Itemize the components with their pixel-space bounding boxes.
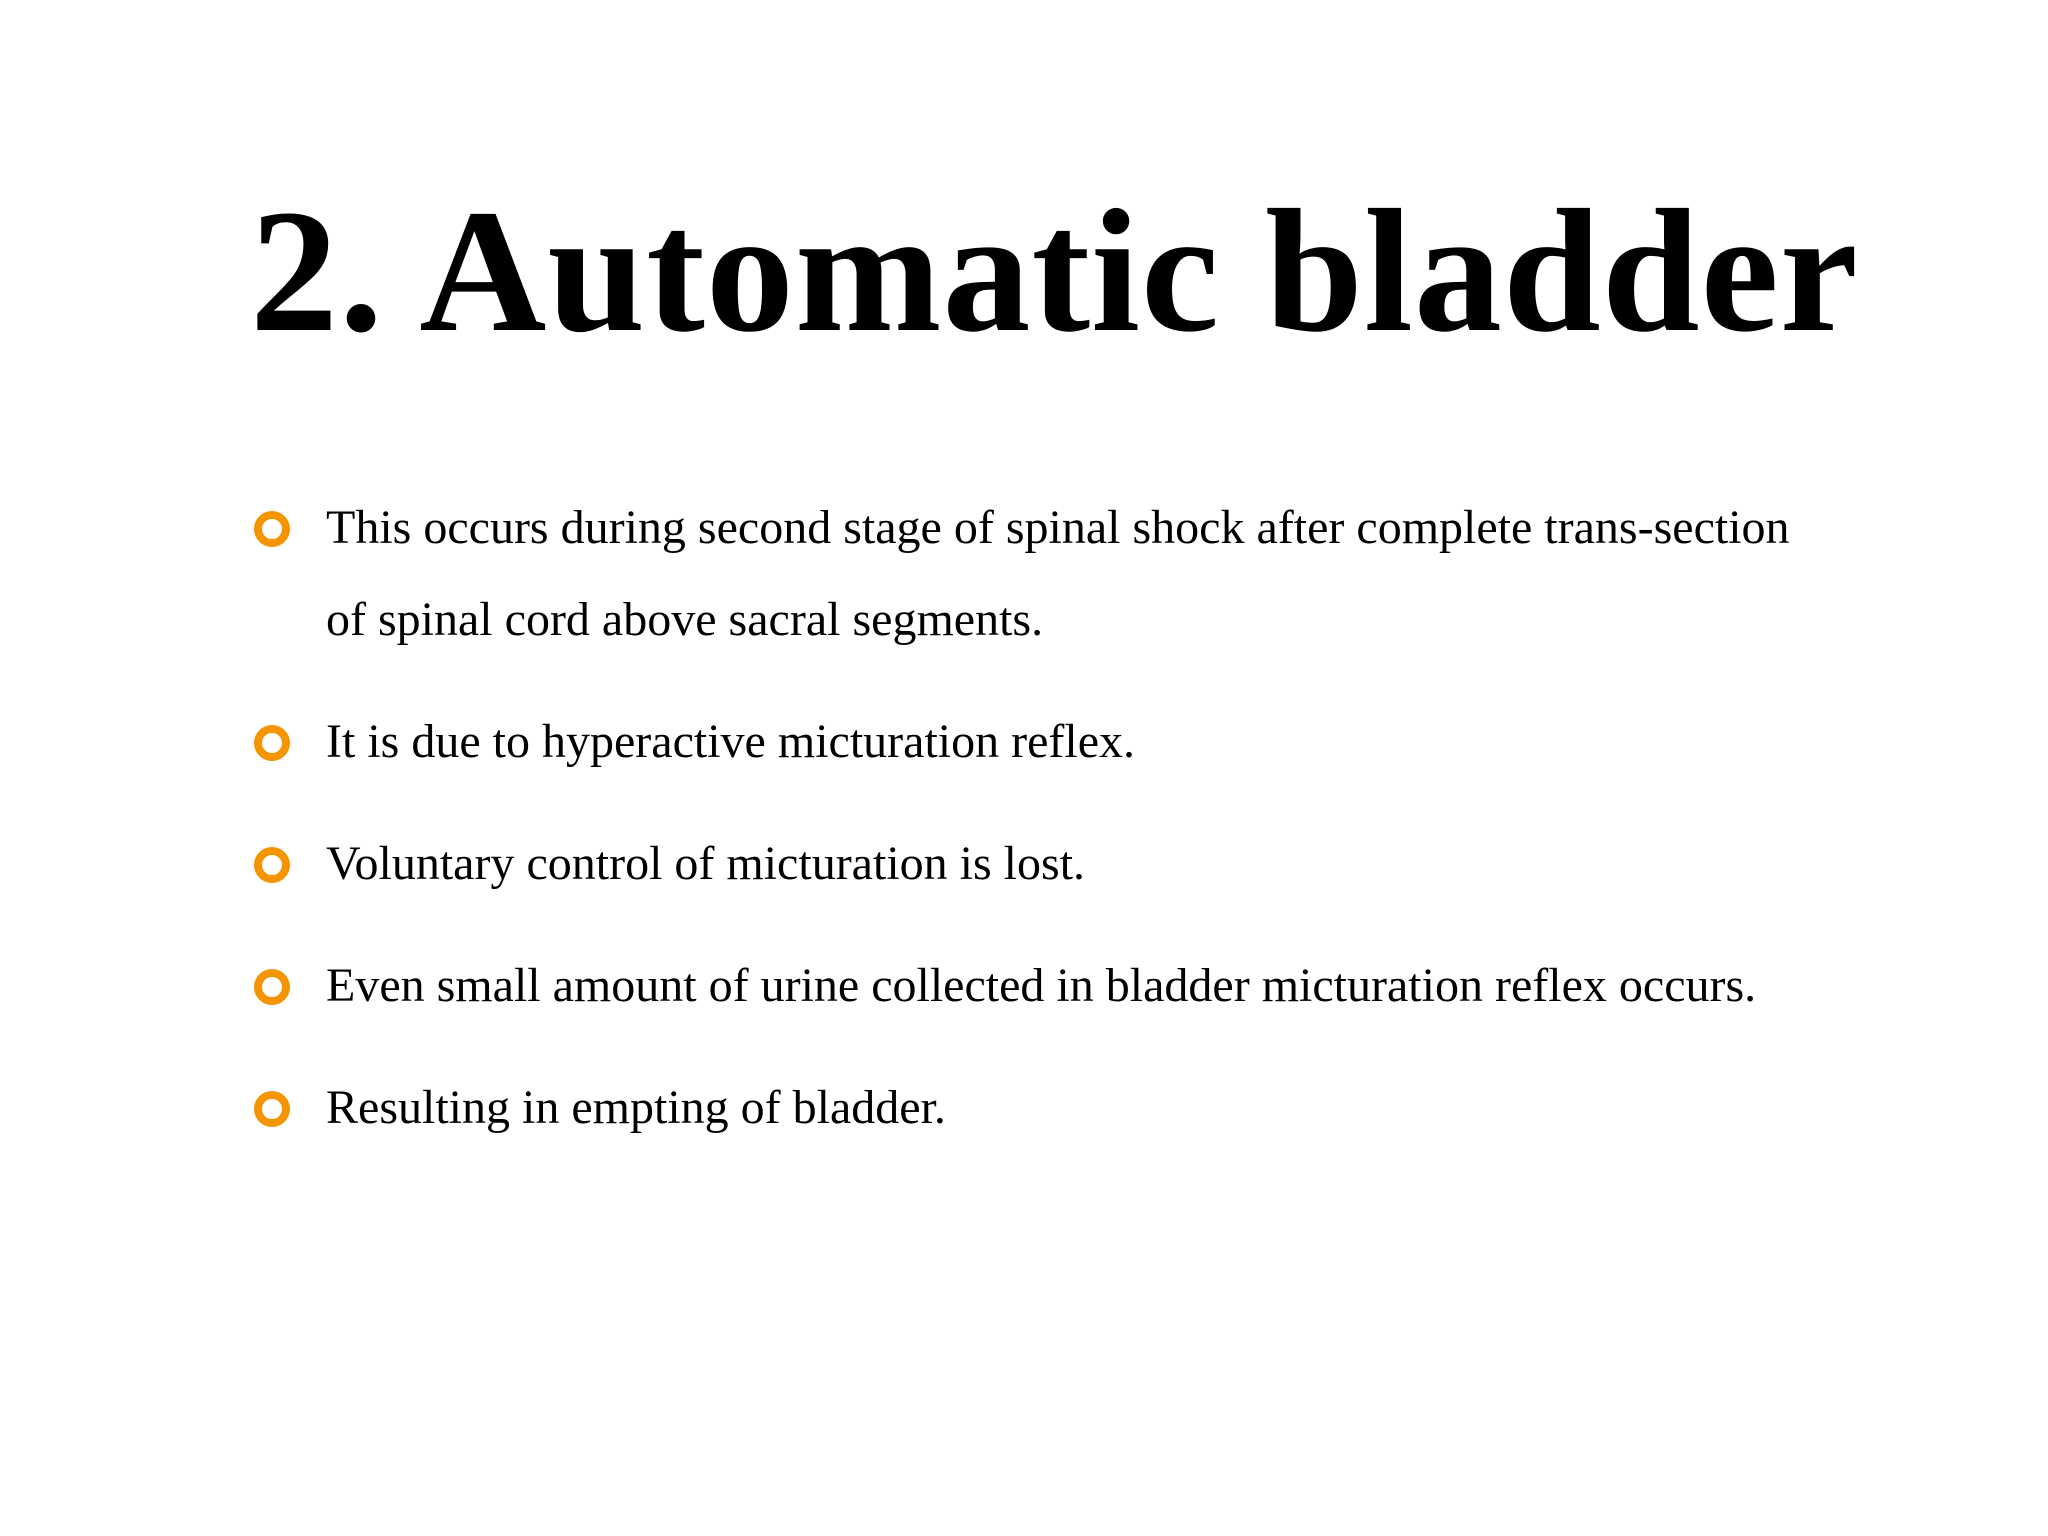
- ring-bullet-icon: [254, 511, 290, 547]
- slide-title: 2. Automatic bladder: [250, 174, 1859, 369]
- ring-bullet-icon: [254, 969, 290, 1005]
- ring-bullet-icon: [254, 725, 290, 761]
- list-item: [250, 1062, 1810, 1154]
- list-item: [250, 482, 1810, 666]
- bullet-text: It is due to hyperactive micturation reflex.: [326, 715, 1136, 768]
- bullet-text: Even small amount of urine collected in bladder micturation reflex occurs.: [326, 959, 1757, 1012]
- ring-bullet-icon: [254, 847, 290, 883]
- bullet-text: This occurs during second stage of spinal shock after complete trans-section of spinal cord above sacral segments.: [326, 501, 1790, 646]
- list-item: [250, 940, 1810, 1032]
- list-item: [250, 696, 1810, 788]
- bullet-text: Voluntary control of micturation is lost.: [326, 837, 1086, 890]
- ring-bullet-icon: [254, 1091, 290, 1127]
- bullet-text: Resulting in empting of bladder.: [326, 1081, 946, 1134]
- bullet-list: [250, 482, 1810, 1184]
- list-item: [250, 818, 1810, 910]
